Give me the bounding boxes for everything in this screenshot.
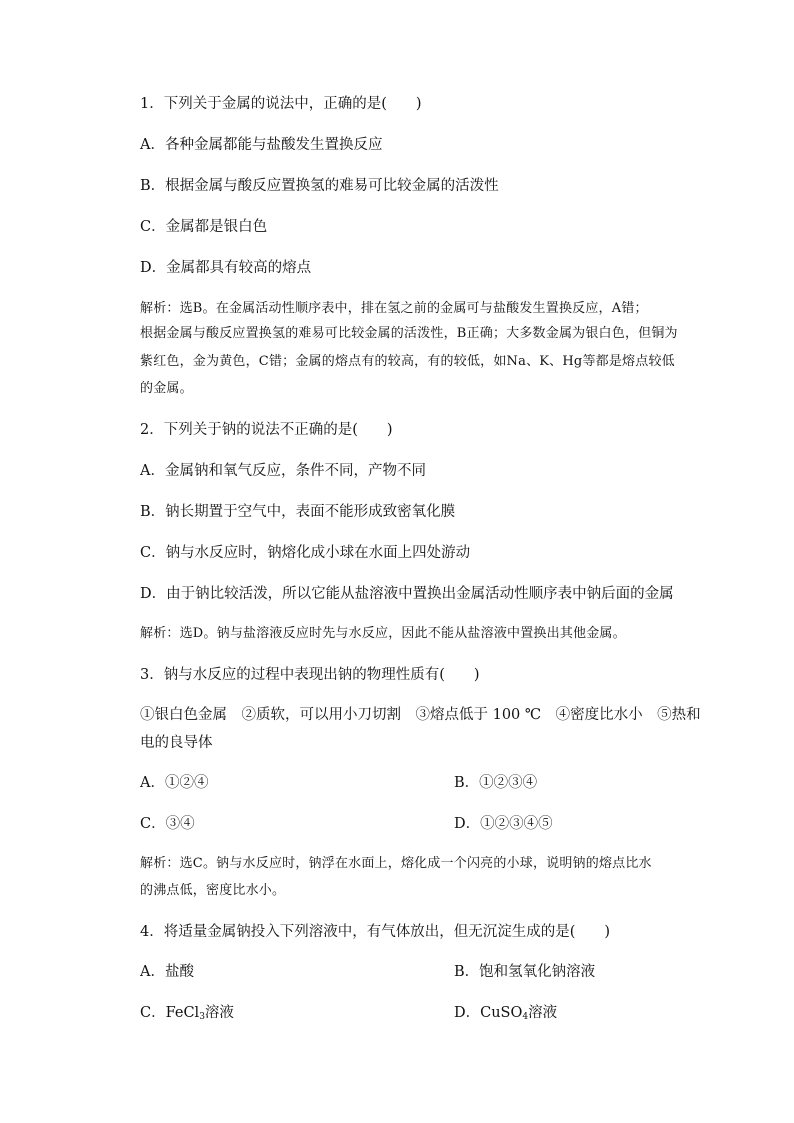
q3-properties-line-1: ①银白色金属 ②质软，可以用小刀切割 ③熔点低于 100 ℃ ④密度比水小 ⑤热和 [140, 707, 701, 723]
q2-option-c: C．钠与水反应时，钠熔化成小球在水面上四处游动 [140, 545, 471, 561]
q3-stem: 3．钠与水反应的过程中表现出钠的物理性质有( ) [140, 667, 480, 683]
q3-option-a: A．①②④ [140, 775, 209, 791]
q4-option-c [140, 1006, 234, 1021]
q3-analysis-line-2: 的沸点低，密度比水小。 [140, 883, 286, 898]
q1-option-c: C．金属都是银白色 [140, 219, 268, 235]
q4-option-d [454, 1006, 557, 1021]
q1-analysis-line-4: 的金属。 [140, 381, 193, 396]
q3-option-b: B．①②③④ [454, 775, 538, 791]
q1-analysis-line-2: 根据金属与酸反应置换氢的难易可比较金属的活泼性，B正确；大多数金属为银白色，但铜为 [140, 326, 678, 341]
q4-option-c-suffix: 溶液 [204, 1005, 234, 1021]
q1-option-d: D．金属都具有较高的熔点 [140, 260, 312, 276]
q1-option-a: A．各种金属都能与盐酸发生置换反应 [140, 137, 383, 153]
q4-option-d-prefix: D．CuSO [454, 1005, 523, 1021]
q4-stem: 4．将适量金属钠投入下列溶液中，有气体放出，但无沉淀生成的是( ) [140, 924, 611, 940]
q4-option-b: B．饱和氢氧化钠溶液 [454, 964, 596, 980]
q1-stem: 1．下列关于金属的说法中，正确的是( ) [140, 96, 422, 112]
q3-option-d: D．①②③④⑤ [454, 816, 553, 832]
q4-option-c-subscript: 3 [199, 1012, 205, 1022]
q3-option-c: C．③④ [140, 816, 195, 832]
q3-analysis-line-1: 解析：选C。钠与水反应时，钠浮在水面上，熔化成一个闪亮的小球，说明钠的熔点比水 [140, 856, 652, 871]
q1-option-b: B．根据金属与酸反应置换氢的难易可比较金属的活泼性 [140, 178, 499, 194]
q4-option-a: A．盐酸 [140, 964, 194, 980]
q2-stem: 2．下列关于钠的说法不正确的是( ) [140, 422, 393, 438]
q4-option-d-suffix: 溶液 [528, 1005, 558, 1021]
q1-analysis-line-1: 解析：选B。在金属活动性顺序表中，排在氢之前的金属可与盐酸发生置换反应，A错； [140, 301, 648, 316]
q2-option-b: B．钠长期置于空气中，表面不能形成致密氧化膜 [140, 504, 456, 520]
q1-analysis-line-3: 紫红色，金为黄色，C错；金属的熔点有的较高，有的较低，如Na、K、Hg等都是熔点较低 [140, 354, 675, 369]
q3-properties-line-2: 电的良导体 [140, 735, 213, 751]
q2-analysis: 解析：选D。钠与盐溶液反应时先与水反应，因此不能从盐溶液中置换出其他金属。 [140, 626, 626, 641]
q4-option-c-prefix: C．FeCl [140, 1005, 200, 1021]
q2-option-d: D．由于钠比较活泼，所以它能从盐溶液中置换出金属活动性顺序表中钠后面的金属 [140, 586, 674, 602]
q4-option-d-subscript: 4 [522, 1012, 529, 1022]
q2-option-a: A．金属钠和氧气反应，条件不同，产物不同 [140, 463, 426, 479]
